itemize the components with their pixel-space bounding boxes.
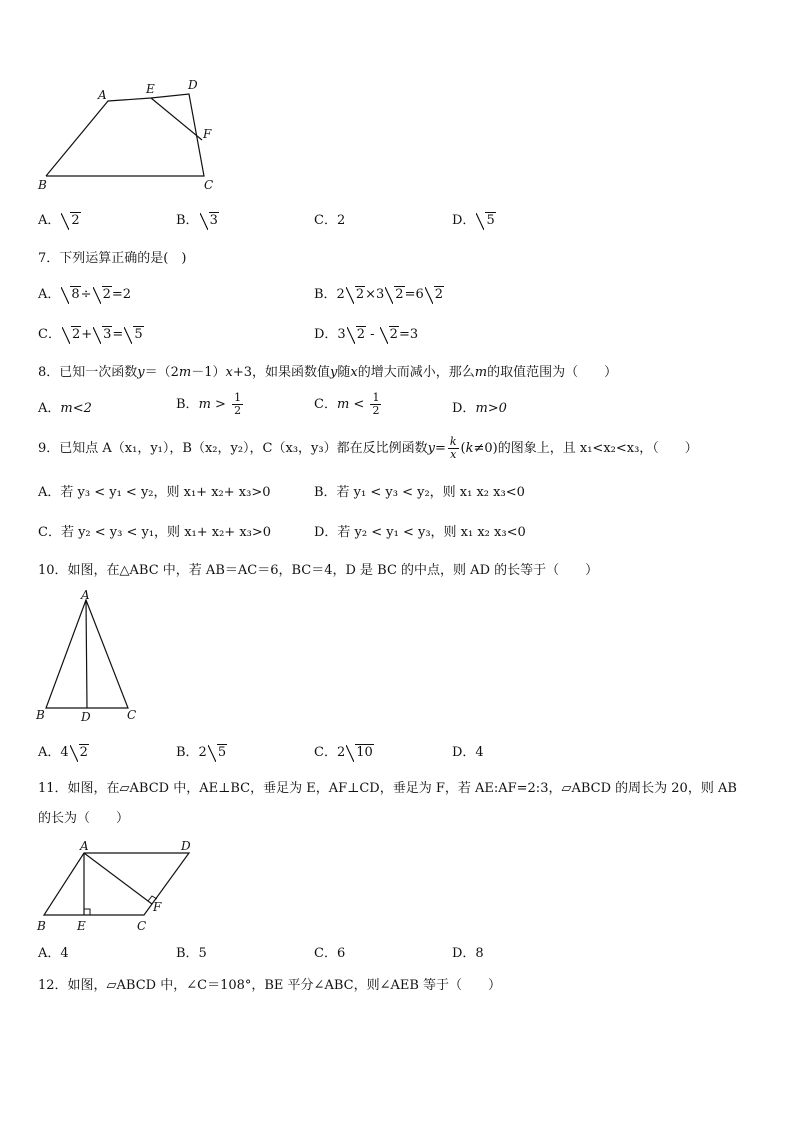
svg-text:C: C <box>127 708 137 722</box>
q10-option-d: D．4 <box>452 745 484 760</box>
q8-stem: 8．已知一次函数y＝（2m－1）x+3，如果函数值y随x的增大而减小，那么m的取值范围为（ ） <box>38 365 618 380</box>
q10-option-a: A．4 2 <box>38 745 88 760</box>
figure-isosceles-triangle-abc <box>34 588 144 728</box>
q11-stem-line2: 的长为（ ） <box>38 811 130 826</box>
svg-text:A: A <box>80 839 89 853</box>
point-label-a: A <box>98 88 107 102</box>
q11-option-a: A．4 <box>38 946 69 961</box>
q6-option-d: D． 5 <box>452 213 495 228</box>
point-label-b: B <box>38 178 47 192</box>
q9-stem: 9．已知点 A（x₁，y₁），B（x₂，y₂），C（x₃，y₃）都在反比例函数y= $\frac{k}{x}$ (k≠0)的图象上，且 x₁<x₂<x₃，（ ） <box>38 435 698 461</box>
q10-option-b: B．2 5 <box>176 745 227 760</box>
q9-option-c: C．若 y₂ < y₃ < y₁，则 x₁+ x₂+ x₃>0 <box>38 525 272 540</box>
q9-option-a: A．若 y₃ < y₁ < y₂，则 x₁+ x₂+ x₃>0 <box>38 485 271 500</box>
q10-option-c: C．2 10 <box>314 745 373 760</box>
q6-option-a: A． 2 <box>38 213 80 228</box>
q8-option-b: B．m > $\frac{1}{2}$ <box>176 391 242 417</box>
q9-option-d: D．若 y₂ < y₁ < y₃，则 x₁ x₂ x₃<0 <box>314 525 526 540</box>
svg-text:C: C <box>137 919 147 933</box>
svg-text:B: B <box>36 708 45 722</box>
svg-text:F: F <box>153 900 162 914</box>
q8-option-c: C．m < $\frac{1}{2}$ <box>314 391 380 417</box>
point-label-c: C <box>204 178 214 192</box>
svg-text:B: B <box>37 919 46 933</box>
q11-option-d: D．8 <box>452 946 484 961</box>
q10-stem: 10．如图，在△ABC 中，若 AB＝AC＝6，BC＝4，D 是 BC 的中点，则 AD 的长等于（ ） <box>38 563 599 578</box>
q12-stem: 12．如图，▱ABCD 中，∠C＝108°，BE 平分∠ABC，则∠AEB 等于（ ） <box>38 978 502 993</box>
q11-stem-line1: 11．如图，在▱ABCD 中，AE⊥BC，垂足为 E，AF⊥CD，垂足为 F，若 AE:AF=2:3，▱ABCD 的周长为 20，则 AB <box>38 781 737 796</box>
svg-text:D: D <box>181 839 191 853</box>
q7-option-a: A． 8÷ 2=2 <box>38 287 132 302</box>
point-label-e: E <box>146 82 155 96</box>
q11-option-c: C．6 <box>314 946 346 961</box>
figure-parallelogram-abcd <box>34 836 204 936</box>
q7-stem: 7．下列运算正确的是( ) <box>38 251 187 266</box>
q7-option-c: C． 2+ 3= 5 <box>38 327 143 342</box>
q6-option-c: C．2 <box>314 213 346 228</box>
q9-option-b: B．若 y₁ < y₃ < y₂，则 x₁ x₂ x₃<0 <box>314 485 525 500</box>
svg-text:D: D <box>81 710 91 724</box>
q11-option-b: B．5 <box>176 946 207 961</box>
svg-text:E: E <box>77 919 86 933</box>
q7-option-b: B．2 2×3 2=6 2 <box>314 287 444 302</box>
point-label-d: D <box>188 78 198 92</box>
q6-option-b: B． 3 <box>176 213 218 228</box>
figure-quadrilateral-abcd <box>36 76 226 196</box>
svg-text:A: A <box>81 588 90 602</box>
q8-option-a: A．m<2 <box>38 401 92 416</box>
q8-option-d: D．m>0 <box>452 401 507 416</box>
q7-option-d: D．3 2 - 2=3 <box>314 327 419 342</box>
point-label-f: F <box>203 127 212 141</box>
